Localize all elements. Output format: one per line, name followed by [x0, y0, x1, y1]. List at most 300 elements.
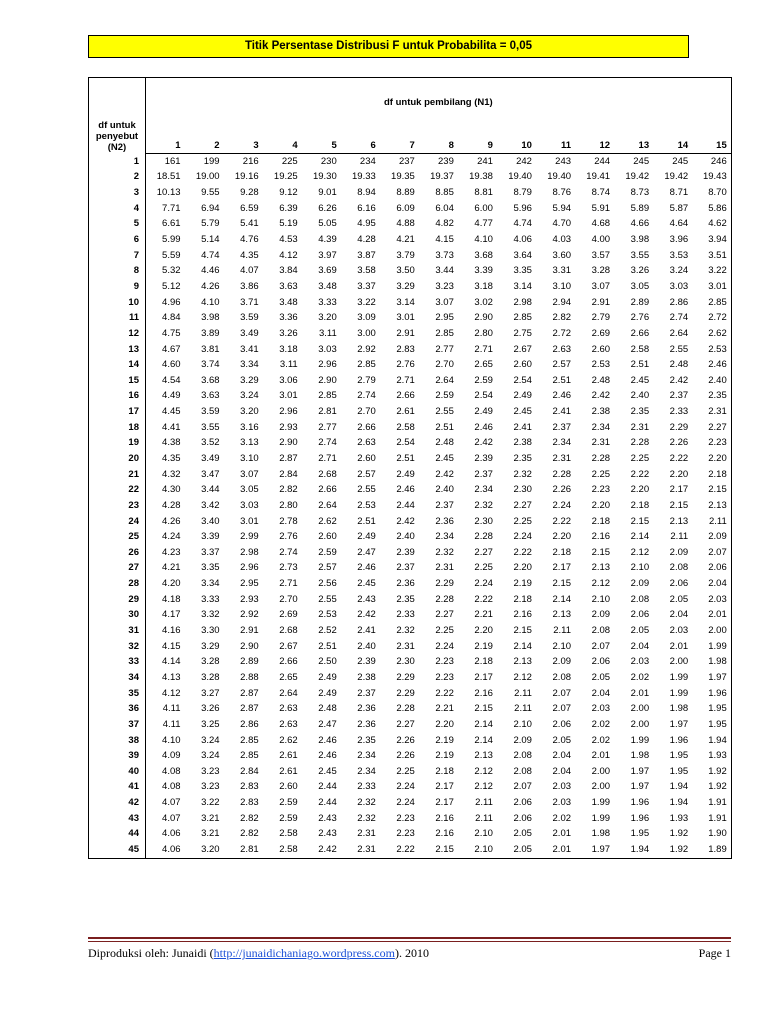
column-header: 12: [575, 139, 614, 154]
table-cell: 8.79: [513, 187, 532, 199]
table-cell: 3.71: [240, 296, 259, 308]
table-cell: 2.49: [318, 671, 337, 683]
table-cell: 2.53: [318, 609, 337, 621]
table-cell: 3.79: [396, 249, 415, 261]
table-cell: 2.24: [435, 640, 454, 652]
row-header-n2: 28: [89, 576, 146, 592]
table-cell: 4.23: [162, 546, 181, 558]
table-cell: 2.65: [474, 359, 493, 371]
table-cell: 2.24: [396, 797, 415, 809]
table-cell: 2.61: [279, 765, 298, 777]
table-cell: 2.69: [279, 609, 298, 621]
table-cell: 243: [555, 155, 572, 167]
table-cell: 4.70: [552, 218, 572, 230]
row-header-n2: 7: [89, 248, 146, 264]
table-cell: 1.99: [692, 639, 731, 655]
table-cell: 2.28: [396, 703, 415, 715]
table-cell: 2.43: [357, 593, 376, 605]
table-cell: 161: [164, 155, 181, 167]
table-cell: 3.98: [630, 234, 650, 246]
table-cell: 4.03: [552, 234, 572, 246]
table-cell: 2.29: [669, 421, 689, 433]
row-header-n2: 15: [89, 373, 146, 389]
table-row: [89, 373, 732, 389]
table-row: [89, 451, 732, 467]
table-cell: 19.30: [312, 171, 337, 183]
n2-label-line: (N2): [107, 141, 127, 153]
table-cell: 2.22: [435, 687, 454, 699]
table-cell: 2.63: [552, 343, 572, 355]
table-cell: 3.44: [435, 265, 454, 277]
table-cell: 4.39: [318, 234, 337, 246]
table-cell: 6.16: [357, 202, 376, 214]
n2-axis-label: [89, 78, 146, 154]
table-cell: 3.31: [552, 265, 572, 277]
table-cell: 2.25: [513, 515, 532, 527]
row-header-n2: 27: [89, 561, 146, 577]
row-header-n2: 9: [89, 279, 146, 295]
row-header-n2: 1: [89, 154, 146, 170]
table-cell: 2.70: [279, 593, 298, 605]
table-cell: 2.33: [669, 406, 689, 418]
table-cell: 2.15: [474, 703, 493, 715]
table-cell: 2.28: [474, 531, 493, 543]
table-cell: 2.58: [396, 421, 415, 433]
table-cell: 4.10: [162, 734, 181, 746]
table-row: [89, 561, 732, 577]
table-cell: 2.32: [396, 625, 415, 637]
table-cell: 1.95: [692, 717, 731, 733]
table-cell: 2.96: [279, 406, 298, 418]
table-cell: 1.98: [630, 750, 650, 762]
table-cell: 2.01: [630, 687, 650, 699]
table-cell: 2.46: [357, 562, 376, 574]
table-cell: 4.28: [357, 234, 376, 246]
table-cell: 2.84: [240, 765, 259, 777]
table-cell: 1.97: [575, 842, 614, 858]
table-cell: 7.71: [162, 202, 181, 214]
table-cell: 2.63: [357, 437, 376, 449]
table-cell: 2.50: [318, 656, 337, 668]
table-cell: 2.77: [435, 343, 454, 355]
table-cell: 3.05: [630, 280, 650, 292]
table-cell: 2.25: [591, 468, 611, 480]
table-cell: 2.48: [435, 437, 454, 449]
table-row: [89, 655, 732, 671]
table-cell: 2.53: [692, 342, 731, 358]
table-cell: 2.51: [552, 374, 572, 386]
table-cell: 19.33: [352, 171, 376, 183]
row-header-n2: 21: [89, 467, 146, 483]
table-cell: 2.15: [669, 499, 689, 511]
footer-link[interactable]: http://junaidichaniago.wordpress.com: [213, 946, 395, 960]
table-cell: 6.26: [318, 202, 337, 214]
table-cell: 3.22: [692, 263, 731, 279]
table-cell: 4.45: [162, 406, 181, 418]
table-cell: 2.07: [692, 545, 731, 561]
table-cell: 2.22: [630, 468, 650, 480]
table-cell: 8.85: [435, 187, 454, 199]
table-cell: 2.62: [318, 515, 337, 527]
table-cell: 2.34: [591, 421, 611, 433]
table-cell: 2.34: [357, 765, 376, 777]
table-cell: 2.40: [630, 390, 650, 402]
table-cell: 2.18: [474, 656, 493, 668]
table-cell: 8.74: [591, 187, 611, 199]
row-header-n2: 34: [89, 670, 146, 686]
table-cell: 2.09: [669, 546, 689, 558]
table-cell: 2.00: [630, 718, 650, 730]
table-cell: 1.95: [692, 701, 731, 717]
table-cell: 2.03: [630, 656, 650, 668]
table-cell: 6.59: [240, 202, 259, 214]
table-cell: 2.90: [474, 312, 493, 324]
table-row: [89, 326, 732, 342]
table-cell: 2.10: [591, 593, 611, 605]
table-row: [89, 201, 732, 217]
table-cell: 3.59: [240, 312, 259, 324]
table-cell: 2.23: [396, 828, 415, 840]
table-cell: 2.22: [552, 515, 572, 527]
table-cell: 2.10: [552, 640, 572, 652]
table-cell: 2.20: [669, 468, 689, 480]
row-header-n2: 29: [89, 592, 146, 608]
row-header-n2: 18: [89, 420, 146, 436]
table-cell: 5.12: [162, 280, 181, 292]
table-cell: 3.06: [279, 374, 298, 386]
table-cell: 2.18: [692, 467, 731, 483]
table-cell: 2.24: [552, 499, 572, 511]
table-cell: 2.44: [318, 797, 337, 809]
table-cell: 2.30: [474, 515, 493, 527]
table-cell: 4.74: [201, 249, 220, 261]
table-cell: 5.87: [669, 202, 689, 214]
table-row: [89, 842, 732, 858]
table-cell: 2.45: [630, 374, 650, 386]
table-cell: 1.92: [692, 764, 731, 780]
row-header-n2: 16: [89, 389, 146, 405]
table-cell: 2.22: [669, 452, 689, 464]
table-cell: 3.07: [591, 280, 611, 292]
column-header: 1: [146, 139, 185, 154]
table-cell: 5.94: [552, 202, 572, 214]
table-cell: 2.80: [279, 499, 298, 511]
table-cell: 3.10: [552, 280, 572, 292]
row-header-n2: 33: [89, 655, 146, 671]
table-cell: 4.88: [396, 218, 415, 230]
table-cell: 1.99: [669, 671, 689, 683]
table-cell: 2.49: [396, 468, 415, 480]
table-cell: 2.30: [396, 656, 415, 668]
column-header: 8: [419, 139, 458, 154]
table-cell: 2.64: [318, 499, 337, 511]
table-cell: 3.26: [630, 265, 650, 277]
table-row: [89, 389, 732, 405]
table-cell: 234: [359, 155, 376, 167]
table-cell: 2.02: [591, 734, 611, 746]
table-cell: 4.38: [162, 437, 181, 449]
table-cell: 2.99: [240, 531, 259, 543]
table-cell: 2.29: [435, 578, 454, 590]
table-cell: 2.95: [240, 578, 259, 590]
table-cell: 2.22: [513, 546, 532, 558]
table-cell: 5.05: [318, 218, 337, 230]
table-cell: 2.23: [692, 436, 731, 452]
table-cell: 2.93: [279, 421, 298, 433]
table-cell: 3.41: [240, 343, 259, 355]
table-cell: 2.23: [435, 671, 454, 683]
table-cell: 2.40: [396, 531, 415, 543]
table-cell: 3.36: [279, 312, 298, 324]
table-cell: 2.28: [552, 468, 572, 480]
table-cell: 3.11: [318, 327, 337, 339]
table-cell: 2.60: [357, 452, 376, 464]
table-cell: 2.07: [552, 687, 572, 699]
table-cell: 2.13: [474, 750, 493, 762]
table-cell: 2.31: [552, 452, 572, 464]
table-title: Titik Persentase Distribusi F untuk Probabilita = 0,05: [88, 35, 689, 58]
table-cell: 1.99: [669, 687, 689, 699]
table-cell: 19.25: [273, 171, 298, 183]
table-cell: 2.55: [318, 593, 337, 605]
table-cell: 4.95: [357, 218, 376, 230]
table-cell: 3.28: [201, 656, 220, 668]
table-cell: 19.16: [234, 171, 259, 183]
table-cell: 2.19: [435, 750, 454, 762]
row-header-n2: 45: [89, 842, 146, 858]
table-cell: 4.11: [162, 703, 181, 715]
row-header-n2: 41: [89, 780, 146, 796]
table-cell: 1.93: [692, 748, 731, 764]
table-cell: 2.48: [318, 703, 337, 715]
table-cell: 3.33: [201, 593, 220, 605]
table-cell: 2.60: [513, 359, 532, 371]
table-cell: 2.23: [435, 656, 454, 668]
table-row: [89, 217, 732, 233]
table-cell: 2.19: [513, 578, 532, 590]
table-cell: 2.82: [240, 828, 259, 840]
column-header: 7: [380, 139, 419, 154]
table-cell: 2.84: [279, 468, 298, 480]
table-cell: 2.51: [396, 452, 415, 464]
table-cell: 2.27: [474, 546, 493, 558]
table-cell: 2.00: [630, 703, 650, 715]
table-cell: 2.31: [591, 437, 611, 449]
table-cell: 4.21: [396, 234, 415, 246]
table-cell: 5.79: [201, 218, 220, 230]
table-row: [89, 232, 732, 248]
table-cell: 2.76: [396, 359, 415, 371]
table-cell: 2.61: [396, 406, 415, 418]
table-cell: 3.37: [201, 546, 220, 558]
table-cell: 2.00: [591, 765, 611, 777]
table-cell: 2.51: [630, 359, 650, 371]
row-header-n2: 42: [89, 795, 146, 811]
table-cell: 1.96: [692, 686, 731, 702]
table-cell: 2.22: [474, 593, 493, 605]
table-cell: 2.31: [435, 562, 454, 574]
table-cell: 2.91: [396, 327, 415, 339]
table-cell: 5.32: [162, 265, 181, 277]
table-cell: 2.08: [513, 750, 532, 762]
table-cell: 2.71: [396, 374, 415, 386]
table-cell: 4.49: [162, 390, 181, 402]
table-cell: 1.97: [630, 765, 650, 777]
table-cell: 3.32: [201, 609, 220, 621]
table-cell: 4.28: [162, 499, 181, 511]
table-cell: 2.06: [669, 578, 689, 590]
table-cell: 2.37: [396, 562, 415, 574]
table-cell: 2.90: [279, 437, 298, 449]
table-cell: 3.34: [201, 578, 220, 590]
table-cell: 4.82: [435, 218, 454, 230]
column-header: 3: [224, 139, 263, 154]
table-cell: 2.44: [318, 781, 337, 793]
table-cell: 2.95: [435, 312, 454, 324]
table-row: [89, 310, 732, 326]
table-row: [89, 185, 732, 201]
n2-label-line: df untuk: [98, 119, 136, 131]
table-cell: 2.45: [435, 452, 454, 464]
table-cell: 2.36: [435, 515, 454, 527]
row-header-n2: 12: [89, 326, 146, 342]
table-cell: 1.98: [591, 828, 611, 840]
row-header-n2: 38: [89, 733, 146, 749]
table-cell: 4.16: [162, 625, 181, 637]
table-cell: 2.39: [474, 452, 493, 464]
table-cell: 2.14: [474, 718, 493, 730]
table-cell: 2.14: [630, 531, 650, 543]
table-cell: 3.35: [201, 562, 220, 574]
table-cell: 241: [477, 155, 493, 167]
table-cell: 2.42: [474, 437, 493, 449]
row-header-n2: 17: [89, 404, 146, 420]
table-cell: 2.37: [435, 499, 454, 511]
table-cell: 3.20: [185, 842, 224, 858]
table-cell: 5.99: [162, 234, 181, 246]
footer-suffix: ). 2010: [394, 946, 429, 960]
table-cell: 3.87: [357, 249, 376, 261]
column-header-row: [89, 139, 732, 154]
row-header-n2: 11: [89, 310, 146, 326]
table-cell: 6.04: [435, 202, 454, 214]
table-cell: 2.87: [240, 703, 259, 715]
table-cell: 2.29: [396, 687, 415, 699]
table-cell: 2.03: [669, 625, 689, 637]
table-cell: 2.11: [514, 687, 532, 699]
table-cell: 2.11: [692, 514, 731, 530]
table-cell: 19.40: [547, 171, 572, 183]
table-cell: 2.47: [318, 718, 337, 730]
table-cell: 2.55: [669, 343, 689, 355]
table-cell: 4.54: [162, 374, 181, 386]
table-row: [89, 795, 732, 811]
table-cell: 2.42: [591, 390, 611, 402]
table-cell: 237: [398, 155, 415, 167]
table-cell: 3.24: [240, 390, 259, 402]
table-cell: 2.17: [435, 781, 454, 793]
table-cell: 2.90: [318, 374, 337, 386]
table-row: [89, 295, 732, 311]
table-cell: 4.46: [201, 265, 220, 277]
table-cell: 2.20: [591, 499, 611, 511]
table-cell: 2.11: [553, 625, 572, 637]
table-cell: 2.86: [669, 296, 689, 308]
table-cell: 3.22: [357, 296, 376, 308]
table-cell: 3.28: [201, 671, 220, 683]
table-cell: 3.16: [240, 421, 259, 433]
table-cell: 2.80: [474, 327, 493, 339]
table-cell: 1.97: [630, 781, 650, 793]
table-cell: 242: [516, 155, 532, 167]
table-cell: 2.01: [692, 608, 731, 624]
table-cell: 2.43: [318, 828, 337, 840]
table-cell: 3.07: [435, 296, 454, 308]
table-row: [89, 467, 732, 483]
table-cell: 2.85: [357, 359, 376, 371]
table-cell: 3.58: [357, 265, 376, 277]
table-cell: 2.59: [279, 797, 298, 809]
table-cell: 2.47: [357, 546, 376, 558]
table-cell: 2.85: [240, 734, 259, 746]
table-cell: 2.31: [692, 404, 731, 420]
table-cell: 1.99: [591, 812, 611, 824]
table-cell: 2.27: [435, 609, 454, 621]
table-cell: 2.31: [357, 828, 376, 840]
table-cell: 2.04: [552, 765, 572, 777]
table-cell: 2.36: [396, 578, 415, 590]
table-cell: 2.25: [396, 765, 415, 777]
table-cell: 230: [320, 155, 337, 167]
table-cell: 3.01: [279, 390, 298, 402]
table-cell: 2.05: [552, 734, 572, 746]
table-row: [89, 170, 732, 186]
table-cell: 2.24: [396, 781, 415, 793]
table-cell: 4.53: [279, 234, 298, 246]
table-cell: 2.20: [692, 451, 731, 467]
table-cell: 2.17: [552, 562, 572, 574]
table-cell: 3.25: [201, 718, 220, 730]
table-cell: 2.25: [474, 562, 493, 574]
table-cell: 1.94: [669, 781, 689, 793]
table-cell: 5.14: [201, 234, 220, 246]
table-cell: 2.25: [630, 452, 650, 464]
table-cell: 2.90: [240, 640, 259, 652]
table-row: [89, 639, 732, 655]
table-cell: 3.39: [201, 531, 220, 543]
table-cell: 2.46: [318, 750, 337, 762]
table-cell: 3.23: [201, 781, 220, 793]
table-cell: 2.35: [513, 452, 532, 464]
table-cell: 2.69: [591, 327, 611, 339]
table-cell: 3.96: [669, 234, 689, 246]
table-cell: 4.35: [240, 249, 259, 261]
table-cell: 2.06: [591, 656, 611, 668]
table-cell: 3.09: [357, 312, 376, 324]
table-cell: 2.83: [240, 781, 259, 793]
table-cell: 2.00: [669, 656, 689, 668]
table-cell: 2.08: [552, 671, 572, 683]
table-cell: 3.02: [474, 296, 493, 308]
table-cell: 3.01: [240, 515, 259, 527]
table-cell: 4.26: [201, 280, 220, 292]
row-header-n2: 43: [89, 811, 146, 827]
table-cell: 2.14: [474, 734, 493, 746]
table-cell: 4.24: [162, 531, 181, 543]
table-cell: 8.89: [396, 187, 415, 199]
table-cell: 3.63: [279, 280, 298, 292]
table-cell: 2.12: [474, 765, 493, 777]
